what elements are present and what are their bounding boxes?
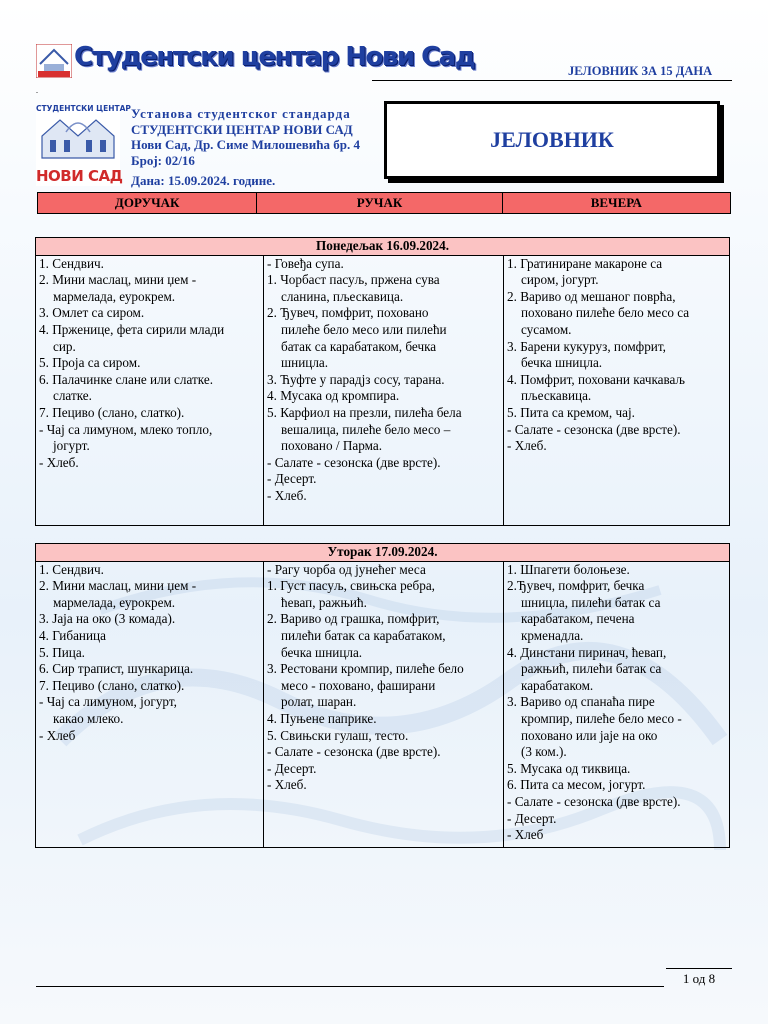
menu-item: 3. Барени кукуруз, помфрит, — [507, 338, 666, 354]
menu-item: - Хлеб — [507, 827, 544, 843]
menu-item: 5. Пица. — [39, 644, 85, 660]
menu-item: 5. Карфиол на презли, пилећа бела — [267, 404, 462, 420]
menu-item: 6. Пита са месом, јогурт. — [507, 777, 646, 793]
menu-item: - Хлеб. — [267, 777, 307, 793]
lunch-cell — [264, 561, 504, 847]
menu-item-continuation: ражњић, пилећи батак са — [521, 661, 662, 677]
menu-item-continuation: крменадла. — [521, 627, 584, 643]
menu-item: 5. Пита са кремом, чај. — [507, 404, 635, 420]
menu-item: 1. Гратиниране макароне са — [507, 255, 663, 271]
menu-item: 5. Мусака од тиквица. — [507, 760, 631, 776]
menu-item: - Говеђа супа. — [267, 255, 344, 271]
breakfast-cell — [36, 255, 264, 525]
menu-item: - Хлеб — [39, 727, 76, 743]
menu-item: 4. Гибаница — [39, 627, 106, 643]
menu-item: 4. Прженице, фета сирили млади — [39, 321, 225, 337]
header-dot: . — [36, 86, 38, 95]
menu-item: 3. Ћуфте у парадјз сосу, тарана. — [267, 371, 445, 387]
menu-item: 5. Свињски гулаш, тесто. — [267, 727, 409, 743]
day-table-tuesday — [35, 543, 730, 848]
menu-item: - Хлеб. — [267, 487, 307, 503]
menu-item-continuation: (3 ком.). — [521, 744, 567, 760]
menu-item-continuation: сланина, пљескавица. — [281, 288, 404, 304]
menu-period-title: ЈЕЛОВНИК ЗА 15 ДАНА — [568, 64, 713, 78]
menu-item: 2.Ђувеч, помфрит, бечка — [507, 578, 645, 594]
menu-item-continuation: ћевап, ражњић. — [281, 594, 367, 610]
menu-item-continuation: поховано / Парма. — [281, 438, 382, 454]
menu-item: - Десерт. — [267, 471, 317, 487]
institution-line-1: Установа студентског стандарда — [131, 106, 351, 121]
menu-item: 1. Сендвич. — [39, 561, 104, 577]
document-date: Дана: 15.09.2024. године. — [131, 173, 276, 188]
menu-item: - Десерт. — [267, 760, 317, 776]
menu-item: - Салате - сезонска (две врсте). — [267, 454, 441, 470]
page-number: 1 од 8 — [666, 968, 732, 987]
menu-item-continuation: бечка шницла. — [281, 644, 363, 660]
menu-item: 7. Пециво (слано, слатко). — [39, 404, 185, 420]
document-number: Број: 02/16 — [131, 152, 195, 168]
menu-item-continuation: поховано или јаје на око — [521, 727, 658, 743]
menu-item: - Хлеб. — [507, 438, 547, 454]
menu-item-continuation: месо - поховано, фаширани — [281, 677, 436, 693]
menu-item-continuation: какао млеко. — [53, 710, 124, 726]
menu-title: ЈЕЛОВНИК — [490, 127, 614, 152]
menu-item: - Салате - сезонска (две врсте). — [507, 793, 681, 809]
menu-item: 6. Палачинке слане или слатке. — [39, 371, 213, 387]
menu-item: - Салате - сезонска (две врсте). — [267, 744, 441, 760]
menu-item: 3. Омлет са сиром. — [39, 305, 145, 321]
day-title: Понедељак 16.09.2024. — [36, 238, 730, 256]
menu-item-continuation: пилећи батак са карабатаком, — [281, 627, 446, 643]
menu-item-continuation: мармелада, еурокрем. — [53, 288, 176, 304]
menu-item: 3. Вариво од спанаћа пире — [507, 694, 655, 710]
menu-item: - Салате - сезонска (две врсте). — [507, 421, 681, 437]
menu-item: 2. Вариво од мешаног поврћа, — [507, 288, 676, 304]
menu-item: 1. Густ пасуљ, свињска ребра, — [267, 578, 435, 594]
menu-item-continuation: вешалица, пилеће бело месо – — [281, 421, 451, 437]
meal-breakfast: ДОРУЧАК — [38, 193, 257, 213]
menu-item-continuation: сир. — [53, 338, 76, 354]
menu-item-continuation: пљескавица. — [521, 388, 592, 404]
dinner-cell — [504, 561, 730, 847]
breakfast-cell — [36, 561, 264, 847]
menu-item-continuation: слатке. — [53, 388, 92, 404]
menu-item: 4. Динстани пиринач, ћевап, — [507, 644, 667, 660]
menu-item-continuation: шницла. — [281, 355, 329, 371]
menu-item-continuation: карабатаком, печена — [521, 611, 635, 627]
menu-item-continuation: кромпир, пилеће бело месо - — [521, 710, 682, 726]
menu-item-continuation: сусамом. — [521, 321, 572, 337]
menu-item-continuation: мармелада, еурокрем. — [53, 594, 176, 610]
menu-item: - Десерт. — [507, 810, 557, 826]
lunch-cell — [264, 255, 504, 525]
menu-item-continuation: пилеће бело месо или пилећи — [281, 321, 447, 337]
menu-item: 3. Јаја на око (3 комада). — [39, 611, 176, 627]
menu-item: 5. Проја са сиром. — [39, 355, 141, 371]
menu-item: - Чај са лимуном, млеко топло, — [39, 421, 213, 437]
menu-item-continuation: шницла, пилећи батак са — [521, 594, 661, 610]
meal-lunch: РУЧАК — [257, 193, 502, 213]
menu-item-continuation: сиром, јогурт. — [521, 272, 599, 288]
menu-item: - Чај са лимуном, јогурт, — [39, 694, 177, 710]
menu-item-continuation: поховано пилеће бело месо са — [521, 305, 690, 321]
menu-item: 2. Мини маслац, мини џем - — [39, 272, 197, 288]
sc-logo-small — [36, 44, 72, 78]
menu-item: 1. Чорбаст пасуљ, пржена сува — [267, 272, 440, 288]
menu-item: 7. Пециво (слано, слатко). — [39, 677, 185, 693]
institution-address: Нови Сад, Др. Симе Милошевића бр. 4 — [131, 137, 360, 152]
footer-rule — [36, 986, 664, 987]
menu-title-box — [384, 101, 720, 179]
menu-item: 3. Рестовани кромпир, пилеће бело — [267, 661, 464, 677]
meal-dinner: ВЕЧЕРА — [503, 193, 730, 213]
menu-item: 1. Сендвич. — [39, 255, 104, 271]
menu-item-continuation: јогурт. — [53, 438, 90, 454]
day-title: Уторак 17.09.2024. — [36, 544, 730, 562]
day-table-monday — [35, 237, 730, 526]
menu-item-continuation: ролат, шаран. — [281, 694, 357, 710]
dinner-cell — [504, 255, 730, 525]
menu-item: 4. Пуњене паприке. — [267, 710, 377, 726]
menu-item-continuation: бечка шницла. — [521, 355, 603, 371]
menu-item-continuation: батак са карабатаком, бечка — [281, 338, 437, 354]
menu-item: 6. Сир трапист, шункарица. — [39, 661, 194, 677]
menu-item: 4. Помфрит, поховани качкаваљ — [507, 371, 686, 387]
menu-item-continuation: карабатаком. — [521, 677, 594, 693]
menu-item: - Рагу чорба од јунећег меса — [267, 561, 426, 577]
logo-caption-top: СТУДЕНТСКИ ЦЕНТАР — [36, 104, 131, 113]
logo-caption-bottom: НОВИ САД — [36, 167, 123, 185]
menu-item: - Хлеб. — [39, 454, 79, 470]
institution-line-2: СТУДЕНТСКИ ЦЕНТАР НОВИ САД — [131, 121, 353, 137]
banner-title: Студентски центар Нови Сад — [74, 42, 475, 72]
menu-item: 1. Шпагети болоњезе. — [507, 561, 630, 577]
header-rule — [372, 80, 732, 81]
menu-item: 4. Мусака од кромпира. — [267, 388, 400, 404]
institution-info — [131, 106, 360, 168]
menu-item: 2. Вариво од грашка, помфрит, — [267, 611, 440, 627]
menu-item: 2. Мини маслац, мини џем - — [39, 578, 197, 594]
meal-header-bar — [37, 192, 731, 214]
menu-item: 2. Ђувеч, помфрит, поховано — [267, 305, 429, 321]
